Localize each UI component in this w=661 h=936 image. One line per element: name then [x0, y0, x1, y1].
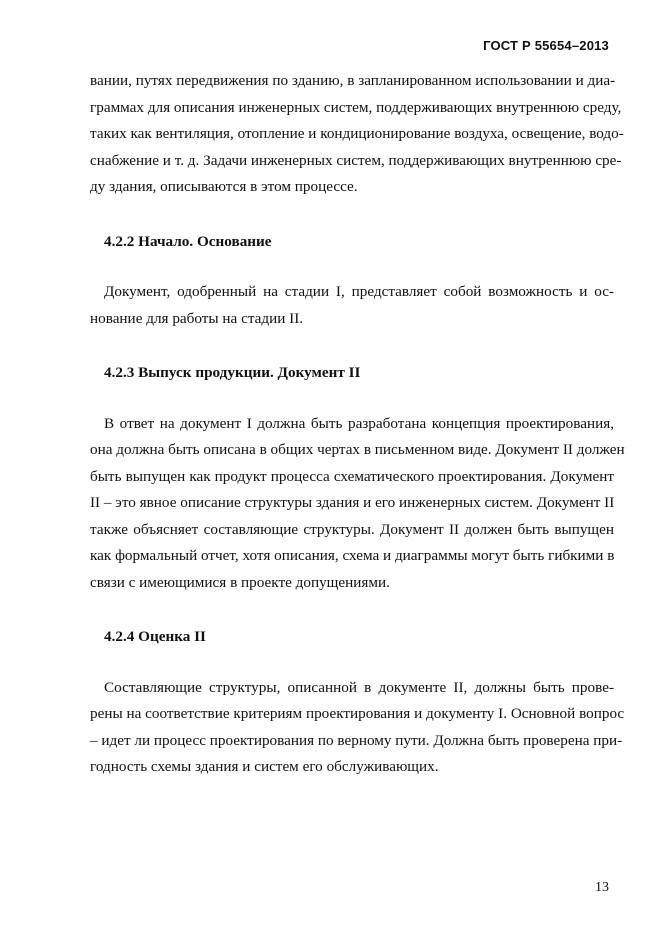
- text-line: снабжение и т. д. Задачи инженерных систем, поддерживающих внутреннюю сре-: [90, 151, 622, 169]
- text-line: таких как вентиляция, отопление и кондиционирование воздуха, освещение, водо-: [90, 125, 624, 142]
- text-line: ду здания, описываются в этом процессе.: [90, 178, 358, 195]
- text-line: годность схемы здания и систем его обслуживающих.: [90, 758, 439, 775]
- document-standard-code: ГОСТ Р 55654–2013: [483, 38, 609, 53]
- text-line: быть выпущен как продукт процесса схематического проектирования. Документ: [90, 467, 614, 485]
- text-line: рены на соответствие критериям проектирования и документу I. Основной вопрос: [90, 705, 625, 722]
- text-line: – идет ли процесс проектирования по верному пути. Должна быть проверена при-: [90, 731, 623, 749]
- page-number: 13: [595, 880, 609, 895]
- text-line: нование для работы на стадии II.: [90, 309, 304, 327]
- section-paragraph-4-2-4: [90, 675, 625, 781]
- text-line: II – это явное описание структуры здания и его инженерных систем. Документ II: [90, 494, 615, 511]
- text-line: вании, путях передвижения по зданию, в запланированном использовании и диа-: [90, 72, 616, 89]
- section-paragraph-4-2-3: [90, 411, 625, 597]
- intro-paragraph: [90, 68, 624, 201]
- text-line: Документ, одобренный на стадии I, представляет собой возможность и ос-: [104, 283, 614, 300]
- text-line: как формальный отчет, хотя описания, схема и диаграммы могут быть гибкими в: [90, 547, 615, 564]
- text-line: связи с имеющимися в проекте допущениями.: [90, 573, 390, 591]
- page-body: [90, 68, 625, 781]
- text-line: В ответ на документ I должна быть разработана концепция проектирования,: [104, 414, 614, 432]
- text-line: также объясняет составляющие структуры. Документ II должен быть выпущен: [90, 520, 614, 538]
- section-heading-4-2-4: 4.2.4 Оценка II: [104, 628, 206, 645]
- section-paragraph-4-2-2: [90, 279, 614, 332]
- section-heading-4-2-3: 4.2.3 Выпуск продукции. Документ II: [104, 364, 361, 381]
- text-line: Составляющие структуры, описанной в документе II, должны быть прове-: [104, 678, 614, 696]
- text-line: она должна быть описана в общих чертах в письменном виде. Документ II должен: [90, 441, 625, 458]
- section-heading-4-2-2: 4.2.2 Начало. Основание: [104, 232, 272, 250]
- text-line: граммах для описания инженерных систем, поддерживающих внутреннюю среду,: [90, 98, 622, 116]
